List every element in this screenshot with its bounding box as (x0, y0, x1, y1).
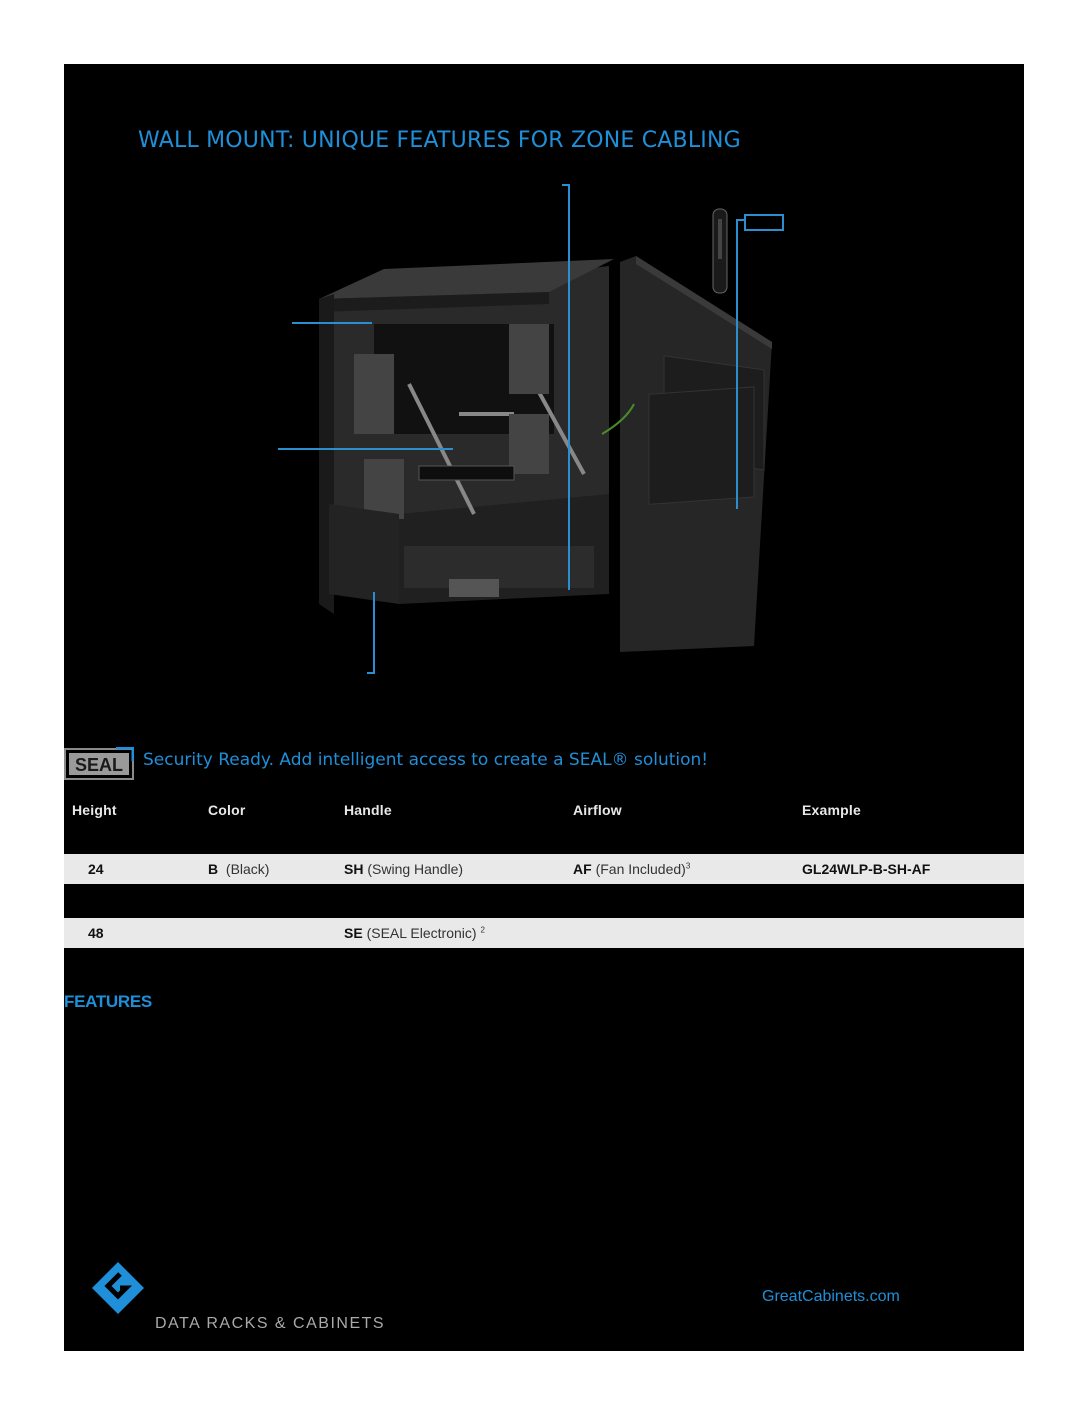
callout-line (736, 219, 744, 221)
seal-banner (64, 747, 1024, 783)
airflow-value: AF (Fan Included)$^3$ (573, 861, 691, 877)
seal-tagline: Security Ready. Add intelligent access to create a SEAL® solution! (143, 750, 709, 770)
table-row (64, 918, 1024, 948)
brand-tagline: DATA RACKS & CABINETS (155, 1315, 386, 1332)
website-link[interactable]: GreatCabinets.com (762, 1288, 900, 1305)
callout-marker-box (744, 214, 784, 231)
datasheet-page (64, 64, 1024, 1351)
seal-logo-icon (64, 747, 134, 781)
callout-line (278, 448, 453, 450)
header-color: Color (208, 802, 246, 818)
height-value: 24 (88, 861, 104, 877)
great-lakes-logo-icon (90, 1260, 146, 1316)
handle-value: SH (Swing Handle) (344, 861, 464, 877)
callout-line (568, 184, 570, 590)
callout-line (367, 672, 375, 674)
callout-line (373, 592, 375, 674)
height-value: 48 (88, 925, 104, 941)
header-example: Example (802, 802, 861, 818)
callout-line (292, 322, 372, 324)
callout-line (562, 184, 570, 186)
header-handle: Handle (344, 802, 392, 818)
example-value: GL24WLP-B-SH-AF (802, 861, 931, 877)
svg-text:SEAL: SEAL (74, 755, 124, 775)
header-airflow: Airflow (573, 802, 622, 818)
wall-mount-cabinet-image (224, 174, 824, 694)
features-heading: FEATURES (64, 992, 152, 1011)
page-title: WALL MOUNT: UNIQUE FEATURES FOR ZONE CABLING (138, 128, 741, 153)
table-row (64, 854, 1024, 884)
color-value: B (Black) (208, 861, 270, 877)
header-height: Height (72, 802, 117, 818)
callout-line (736, 219, 738, 509)
handle-value: SE (SEAL Electronic) $^2$ (344, 925, 485, 941)
